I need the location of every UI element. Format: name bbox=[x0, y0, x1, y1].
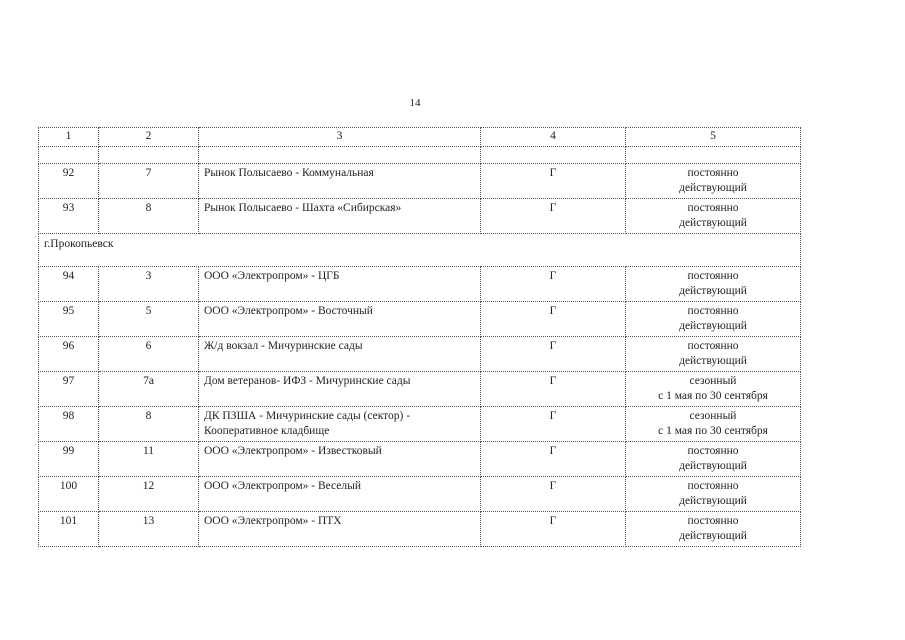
route-number: 5 bbox=[99, 302, 199, 337]
table-spacer-row bbox=[39, 147, 801, 164]
route-mode-line1: постоянно bbox=[687, 270, 739, 282]
route-type: Г bbox=[481, 407, 626, 442]
spacer-cell bbox=[199, 147, 481, 164]
route-mode-line1: постоянно bbox=[687, 340, 739, 352]
spacer-cell bbox=[39, 147, 99, 164]
route-type: Г bbox=[481, 477, 626, 512]
route-type: Г bbox=[481, 512, 626, 547]
route-name: Рынок Полысаево - Шахта «Сибирская» bbox=[199, 199, 481, 234]
header-cell-4: 4 bbox=[481, 128, 626, 147]
route-number: 3 bbox=[99, 267, 199, 302]
route-name: ООО «Электропром» - ПТХ bbox=[199, 512, 481, 547]
route-mode-line1: постоянно bbox=[687, 480, 739, 492]
route-name: ООО «Электропром» - ЦГБ bbox=[199, 267, 481, 302]
route-mode bbox=[626, 267, 801, 302]
row-number: 95 bbox=[39, 302, 99, 337]
table-row bbox=[39, 512, 801, 547]
table-row bbox=[39, 164, 801, 199]
route-mode-line2: действующий bbox=[679, 460, 747, 472]
route-mode-line2: действующий bbox=[679, 217, 747, 229]
route-mode bbox=[626, 442, 801, 477]
page-number: 14 bbox=[409, 97, 421, 109]
route-name: ДК ПЗША - Мичуринские сады (сектор) - Кооперативное кладбище bbox=[199, 407, 481, 442]
row-number: 99 bbox=[39, 442, 99, 477]
route-mode bbox=[626, 164, 801, 199]
route-name: Дом ветеранов- ИФЗ - Мичуринские сады bbox=[199, 372, 481, 407]
table-row bbox=[39, 477, 801, 512]
route-mode bbox=[626, 477, 801, 512]
route-number: 6 bbox=[99, 337, 199, 372]
row-number: 94 bbox=[39, 267, 99, 302]
route-mode bbox=[626, 407, 801, 442]
route-name: ООО «Электропром» - Известковый bbox=[199, 442, 481, 477]
spacer-cell bbox=[481, 147, 626, 164]
route-mode-line2: действующий bbox=[679, 182, 747, 194]
routes-table bbox=[38, 127, 801, 547]
spacer-cell bbox=[99, 147, 199, 164]
header-cell-2: 2 bbox=[99, 128, 199, 147]
route-name: ООО «Электропром» - Веселый bbox=[199, 477, 481, 512]
route-mode-line1: постоянно bbox=[687, 305, 739, 317]
route-name: Ж/д вокзал - Мичуринские сады bbox=[199, 337, 481, 372]
route-number: 7 bbox=[99, 164, 199, 199]
table-row bbox=[39, 199, 801, 234]
row-number: 97 bbox=[39, 372, 99, 407]
city-section-row bbox=[39, 234, 801, 267]
route-name: Рынок Полысаево - Коммунальная bbox=[199, 164, 481, 199]
route-type: Г bbox=[481, 302, 626, 337]
route-mode-line1: постоянно bbox=[687, 167, 739, 179]
route-mode bbox=[626, 199, 801, 234]
route-mode-line2: действующий bbox=[679, 285, 747, 297]
route-mode-line1: постоянно bbox=[687, 202, 739, 214]
route-number: 11 bbox=[99, 442, 199, 477]
header-cell-1: 1 bbox=[39, 128, 99, 147]
row-number: 101 bbox=[39, 512, 99, 547]
row-number: 92 bbox=[39, 164, 99, 199]
city-name: г.Прокопьевск bbox=[39, 234, 801, 267]
route-type: Г bbox=[481, 164, 626, 199]
table-row bbox=[39, 372, 801, 407]
table-row bbox=[39, 302, 801, 337]
route-type: Г bbox=[481, 267, 626, 302]
row-number: 98 bbox=[39, 407, 99, 442]
route-mode-line2: действующий bbox=[679, 495, 747, 507]
route-number: 8 bbox=[99, 199, 199, 234]
route-mode-line1: постоянно bbox=[687, 515, 739, 527]
route-mode-line2: действующий bbox=[679, 530, 747, 542]
route-number: 12 bbox=[99, 477, 199, 512]
route-mode bbox=[626, 337, 801, 372]
spacer-cell bbox=[626, 147, 801, 164]
header-cell-5: 5 bbox=[626, 128, 801, 147]
table-row bbox=[39, 337, 801, 372]
row-number: 100 bbox=[39, 477, 99, 512]
route-mode-line1: сезонный bbox=[689, 375, 737, 387]
row-number: 96 bbox=[39, 337, 99, 372]
route-number: 7а bbox=[99, 372, 199, 407]
route-mode-line1: сезонный bbox=[689, 410, 737, 422]
route-number: 8 bbox=[99, 407, 199, 442]
route-mode-line2: с 1 мая по 30 сентября bbox=[658, 390, 768, 402]
row-number: 93 bbox=[39, 199, 99, 234]
route-type: Г bbox=[481, 372, 626, 407]
table-row bbox=[39, 442, 801, 477]
table-row bbox=[39, 267, 801, 302]
route-mode-line2: действующий bbox=[679, 320, 747, 332]
route-mode bbox=[626, 372, 801, 407]
route-mode bbox=[626, 302, 801, 337]
route-mode-line2: с 1 мая по 30 сентября bbox=[658, 425, 768, 437]
table-header-row bbox=[39, 128, 801, 147]
route-type: Г bbox=[481, 337, 626, 372]
route-type: Г bbox=[481, 442, 626, 477]
route-name: ООО «Электропром» - Восточный bbox=[199, 302, 481, 337]
route-mode-line2: действующий bbox=[679, 355, 747, 367]
table-row bbox=[39, 407, 801, 442]
header-cell-3: 3 bbox=[199, 128, 481, 147]
route-type: Г bbox=[481, 199, 626, 234]
route-number: 13 bbox=[99, 512, 199, 547]
route-mode bbox=[626, 512, 801, 547]
route-mode-line1: постоянно bbox=[687, 445, 739, 457]
